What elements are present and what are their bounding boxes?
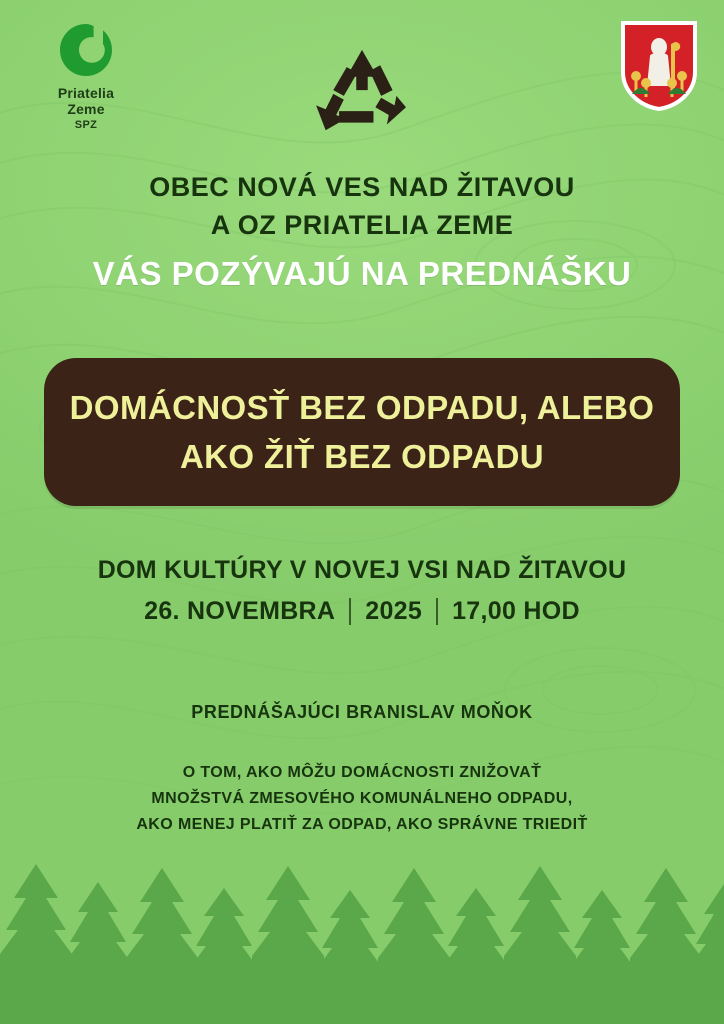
description-line-3: AKO MENEJ PLATIŤ ZA ODPAD, AKO SPRÁVNE TRIEDIŤ xyxy=(136,815,588,833)
description-line-2: MNOŽSTVÁ ZMESOVÉHO KOMUNÁLNEHO ODPADU, xyxy=(151,789,573,807)
venue-time: 17,00 HOD xyxy=(452,597,580,625)
lecture-title-line-1: DOMÁCNOSŤ BEZ ODPADU, ALEBO xyxy=(69,388,655,426)
poster-header xyxy=(0,0,724,150)
venue-place: DOM KULTÚRY V NOVEJ VSI NAD ŽITAVOU xyxy=(97,556,627,584)
venue-block xyxy=(0,556,724,626)
separator-2 xyxy=(436,598,438,625)
description-line-1: O TOM, AKO MÔŽU DOMÁCNOSTI ZNIŽOVAŤ xyxy=(182,764,542,781)
separator-1 xyxy=(349,598,351,625)
priatelia-zeme-logo xyxy=(26,20,146,131)
friends-of-the-earth-icon xyxy=(56,20,116,80)
venue-date: 26. NOVEMBRA xyxy=(144,597,336,625)
municipal-coat-of-arms-icon xyxy=(620,20,698,112)
lecture-title-line-2: AKO ŽIŤ BEZ ODPADU xyxy=(179,438,545,475)
forest-silhouette xyxy=(0,834,724,1024)
venue-datetime xyxy=(0,597,724,626)
description-block xyxy=(0,760,724,838)
intro-block xyxy=(0,168,724,293)
speaker-line: PREDNÁŠAJÚCI BRANISLAV MOŇOK xyxy=(191,702,533,722)
logo-abbreviation: SPZ xyxy=(74,119,98,132)
logo-name xyxy=(26,86,146,117)
intro-line-2: A OZ PRIATELIA ZEME xyxy=(210,210,514,241)
logo-name-line1: Priatelia xyxy=(57,85,115,101)
recycle-icon xyxy=(314,48,410,136)
venue-year: 2025 xyxy=(365,597,423,625)
intro-line-3: VÁS POZÝVAJÚ NA PREDNÁŠKU xyxy=(92,254,632,292)
logo-name-line2: Zeme xyxy=(67,100,105,117)
lecture-title-panel xyxy=(44,358,680,506)
intro-line-1: OBEC NOVÁ VES NAD ŽITAVOU xyxy=(149,172,575,202)
